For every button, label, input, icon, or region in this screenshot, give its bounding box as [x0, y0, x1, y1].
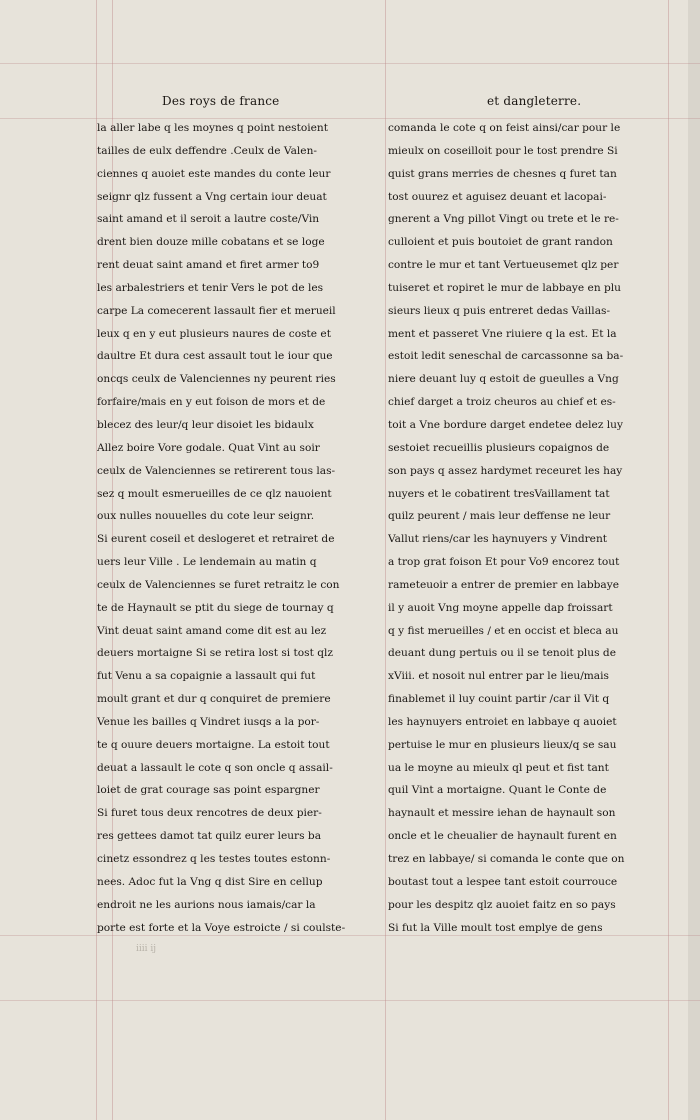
text-line: sestoiet recueillis plusieurs copaignos de	[388, 441, 610, 454]
text-line: forfaire/mais en y eut foison de mors et de	[97, 396, 326, 409]
ruling-line-right	[668, 0, 669, 1120]
text-line: rent deuat saint amand et firet armer to9	[97, 259, 320, 272]
text-line: pertuise le mur en plusieurs lieux/q se sau	[388, 738, 617, 751]
text-line: mieulx on coseilloit pour le tost prendre Si	[388, 144, 618, 157]
text-line: tuiseret et ropiret le mur de labbaye en plu	[388, 281, 621, 294]
text-line: finablemet il luy couint partir /car il Vit q	[388, 693, 610, 706]
text-line: carpe La comecerent lassault fier et merueil	[97, 304, 336, 317]
text-line: les haynuyers entroiet en labbaye q auoiet	[388, 715, 617, 728]
text-line: les arbalestriers et tenir Vers le pot de les	[97, 281, 324, 294]
text-line: il y auoit Vng moyne appelle dap froissart	[388, 601, 613, 614]
text-line: Venue les bailles q Vindret iusqs a la por-	[97, 715, 320, 728]
signature-mark: iiii ij	[136, 944, 157, 954]
text-line: comanda le cote q on feist ainsi/car pour le	[388, 122, 621, 134]
running-head-right: et dangleterre.	[487, 94, 582, 108]
text-line: xViii. et nosoit nul entrer par le lieu/mais	[388, 670, 609, 683]
ruling-line-foot	[0, 1000, 700, 1001]
text-line: ceulx de Valenciennes se furet retraitz le con	[97, 578, 340, 591]
text-line: oux nulles nouuelles du cote leur seignr.	[97, 510, 315, 523]
text-line: gnerent a Vng pillot Vingt ou trete et le re-	[388, 213, 619, 226]
text-line: estoit ledit seneschal de carcassonne sa ba-	[388, 350, 624, 363]
text-line: quil Vint a mortaigne. Quant le Conte de	[388, 784, 607, 797]
text-line: moult grant et dur q conquiret de premiere	[97, 693, 331, 706]
text-line: deuers mortaigne Si se retira lost si tost qlz	[97, 647, 333, 660]
text-line: son pays q assez hardymet receuret les hay	[388, 464, 623, 477]
text-line: ceulx de Valenciennes se retirerent tous las-	[97, 464, 336, 477]
text-line: pour les despitz qlz auoiet faitz en so pays	[388, 898, 616, 911]
text-line: quist grans merries de chesnes q furet tan	[388, 167, 617, 180]
text-line: Si eurent coseil et deslogeret et retrairet de	[97, 533, 335, 546]
text-line: Vint deuat saint amand come dit est au lez	[97, 624, 327, 637]
text-line: loiet de grat courage sas point espargner	[97, 784, 320, 797]
text-line: culloient et puis boutoiet de grant randon	[388, 236, 613, 249]
text-line: contre le mur et tant Vertueusemet qlz per	[388, 259, 619, 272]
ruling-line-top	[0, 63, 700, 64]
text-line: trez en labbaye/ si comanda le conte que on	[388, 853, 625, 865]
text-line: sieurs lieux q puis entreret dedas Vaillas-	[388, 304, 611, 317]
text-line: cinetz essondrez q les testes toutes estonn-	[97, 853, 331, 865]
text-line: nuyers et le cobatirent tresVaillament tat	[388, 487, 610, 500]
text-line: a trop grat foison Et pour Vo9 encorez tout	[388, 556, 620, 569]
text-line: deuant dung pertuis ou il se tenoit plus de	[388, 647, 616, 660]
text-line: porte est forte et la Voye estroicte / si coulste-	[97, 921, 346, 934]
text-line: leux q en y eut plusieurs naures de coste et	[97, 327, 331, 340]
ruling-line-center	[385, 0, 386, 1120]
text-line: blecez des leur/q leur disoiet les bidaulx	[97, 418, 314, 431]
text-line: te q ouure deuers mortaigne. La estoit tout	[97, 738, 330, 751]
text-line: endroit ne les aurions nous iamais/car la	[97, 898, 316, 911]
text-column-right	[388, 117, 668, 937]
text-line: toit a Vne bordure darget endetee delez luy	[388, 418, 623, 431]
text-line: daultre Et dura cest assault tout le iour que	[97, 350, 333, 363]
text-line: res gettees damot tat quilz eurer leurs ba	[97, 830, 322, 843]
text-line: boutast tout a lespee tant estoit courrouce	[388, 875, 618, 888]
text-line: ciennes q auoiet este mandes du conte leur	[97, 167, 331, 180]
text-line: Si fut la Ville moult tost emplye de gens	[388, 921, 603, 934]
text-line: quilz peurent / mais leur deffense ne leur	[388, 510, 611, 523]
text-line: chief darget a troiz cheuros au chief et es-	[388, 396, 616, 409]
text-line: Si furet tous deux rencotres de deux pier-	[97, 807, 322, 820]
text-line: la aller labe q les moynes q point nestoient	[97, 122, 328, 134]
text-line: oncqs ceulx de Valenciennes ny peurent ries	[97, 373, 336, 386]
text-line: ment et passeret Vne riuiere q la est. Et la	[388, 327, 617, 340]
text-line: saint amand et il seroit a lautre coste/Vin	[97, 213, 320, 226]
text-line: te de Haynault se ptit du siege de tournay q	[97, 601, 334, 614]
text-line: Vallut riens/car les haynuyers y Vindrent	[388, 533, 608, 546]
text-line: tailles de eulx deffendre .Ceulx de Valen-	[97, 144, 317, 157]
text-line: rameteuoir a entrer de premier en labbaye	[388, 578, 620, 591]
running-head-left: Des roys de france	[162, 94, 280, 108]
text-line: haynault et messire iehan de haynault son	[388, 807, 616, 820]
text-line: uers leur Ville . Le lendemain au matin q	[97, 556, 317, 569]
text-line: deuat a lassault le cote q son oncle q assail-	[97, 761, 333, 774]
page-edge-shadow	[688, 0, 700, 1120]
text-column-left	[97, 117, 377, 937]
text-line: q y fist merueilles / et en occist et bleca au	[388, 624, 619, 637]
text-line: niere deuant luy q estoit de gueulles a Vng	[388, 373, 619, 386]
text-line: fut Venu a sa copaignie a lassault qui fut	[97, 670, 316, 683]
text-line: seignr qlz fussent a Vng certain iour deuat	[97, 190, 327, 203]
text-line: ua le moyne au mieulx ql peut et fist tant	[388, 761, 609, 774]
text-line: tost ouurez et aguisez deuant et lacopai-	[388, 190, 607, 203]
text-line: sez q moult esmerueilles de ce qlz nauoient	[97, 487, 332, 500]
text-line: nees. Adoc fut la Vng q dist Sire en cellup	[97, 875, 323, 888]
text-line: drent bien douze mille cobatans et se loge	[97, 236, 325, 249]
text-line: Allez boire Vore godale. Quat Vint au soir	[97, 441, 320, 454]
text-line: oncle et le cheualier de haynault furent en	[388, 830, 617, 843]
